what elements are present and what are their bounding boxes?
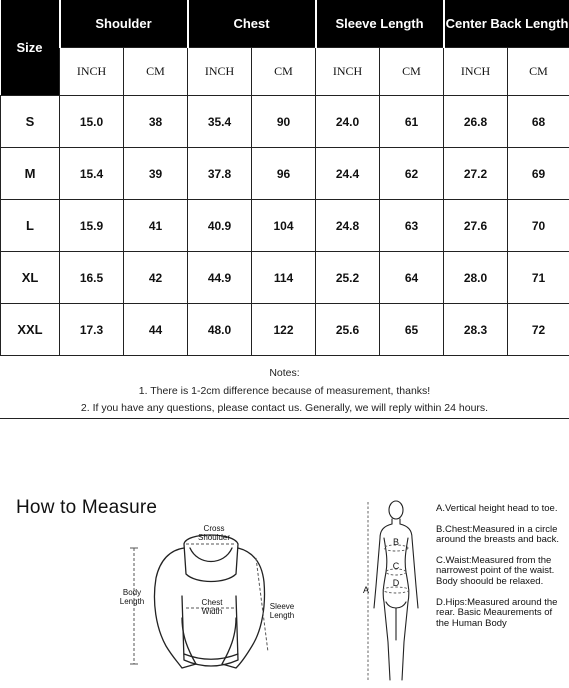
size-header: Size [1, 0, 60, 96]
group-header-shoulder: Shoulder [60, 0, 188, 48]
table-cell: 28.0 [444, 252, 508, 304]
note-line-1: 1. There is 1-2cm difference because of measurement, thanks! [138, 385, 431, 397]
table-cell: 48.0 [188, 304, 252, 356]
table-cell: 27.2 [444, 148, 508, 200]
table-cell: 104 [252, 200, 316, 252]
body-length-label: Body Length [119, 588, 145, 606]
table-cell: 68 [508, 96, 569, 148]
body-figure-diagram [360, 490, 436, 688]
sweater-measure-diagram [116, 518, 316, 688]
table-cell: 72 [508, 304, 569, 356]
size-cell: M [1, 148, 60, 200]
table-cell: 24.0 [316, 96, 380, 148]
table-cell: 114 [252, 252, 316, 304]
table-cell: 27.6 [444, 200, 508, 252]
table-cell: 44 [124, 304, 188, 356]
cross-shoulder-label: Cross Shoulder [197, 524, 231, 542]
group-header-chest: Chest [188, 0, 316, 48]
marker-b: B [392, 537, 399, 547]
unit-header-row [1, 48, 569, 96]
table-cell: 37.8 [188, 148, 252, 200]
table-cell: 65 [380, 304, 444, 356]
table-cell: 71 [508, 252, 569, 304]
table-cell: 15.9 [60, 200, 124, 252]
size-cell: XXL [1, 304, 60, 356]
body-note-a: A.Vertical height head to toe. [436, 503, 558, 514]
table-row [1, 304, 569, 356]
marker-a: A [362, 585, 369, 595]
table-cell: 39 [124, 148, 188, 200]
unit-inch: INCH [444, 48, 508, 96]
table-row [1, 252, 569, 304]
group-header-sleeve-length: Sleeve Length [316, 0, 444, 48]
table-cell: 61 [380, 96, 444, 148]
body-measurement-notes [436, 504, 566, 639]
body-note-c: C.Waist:Measured from the narrowest point of the waist. Body shoould be relaxed. [436, 554, 555, 587]
unit-cm: CM [380, 48, 444, 96]
table-cell: 25.2 [316, 252, 380, 304]
unit-cm: CM [124, 48, 188, 96]
table-row [1, 96, 569, 148]
body-note-b: B.Chest:Measured in a circle around the breasts and back. [436, 523, 560, 546]
marker-c: C [392, 561, 400, 571]
unit-cm: CM [508, 48, 569, 96]
body-note-d: D.Hips:Measured around the rear. Basic Meaurements of the Human Body [436, 596, 558, 629]
table-cell: 25.6 [316, 304, 380, 356]
unit-cm: CM [252, 48, 316, 96]
table-cell: 15.4 [60, 148, 124, 200]
table-cell: 42 [124, 252, 188, 304]
size-cell: S [1, 96, 60, 148]
group-header-center-back-length: Center Back Length [444, 0, 569, 48]
table-cell: 63 [380, 200, 444, 252]
table-cell: 28.3 [444, 304, 508, 356]
table-cell: 40.9 [188, 200, 252, 252]
marker-d: D [392, 578, 400, 588]
table-cell: 24.4 [316, 148, 380, 200]
how-to-measure-title: How to Measure [16, 497, 158, 518]
table-cell: 90 [252, 96, 316, 148]
table-row [1, 200, 569, 252]
table-cell: 35.4 [188, 96, 252, 148]
notes-title: Notes: [269, 367, 300, 379]
unit-inch: INCH [316, 48, 380, 96]
table-cell: 38 [124, 96, 188, 148]
table-row [1, 148, 569, 200]
table-cell: 96 [252, 148, 316, 200]
table-cell: 122 [252, 304, 316, 356]
table-cell: 26.8 [444, 96, 508, 148]
table-cell: 70 [508, 200, 569, 252]
notes-section [0, 360, 569, 419]
chest-width-label: Chest Width [201, 598, 223, 616]
table-cell: 62 [380, 148, 444, 200]
unit-inch: INCH [188, 48, 252, 96]
table-cell: 24.8 [316, 200, 380, 252]
table-cell: 15.0 [60, 96, 124, 148]
size-cell: XL [1, 252, 60, 304]
size-cell: L [1, 200, 60, 252]
unit-inch: INCH [60, 48, 124, 96]
table-cell: 44.9 [188, 252, 252, 304]
table-cell: 64 [380, 252, 444, 304]
table-cell: 41 [124, 200, 188, 252]
table-cell: 69 [508, 148, 569, 200]
note-line-2: 2. If you have any questions, please contact us. Generally, we will reply within 24 hours. [80, 402, 489, 414]
table-cell: 17.3 [60, 304, 124, 356]
group-header-row [1, 0, 569, 48]
table-cell: 16.5 [60, 252, 124, 304]
sleeve-length-label: Sleeve Length [269, 602, 295, 620]
